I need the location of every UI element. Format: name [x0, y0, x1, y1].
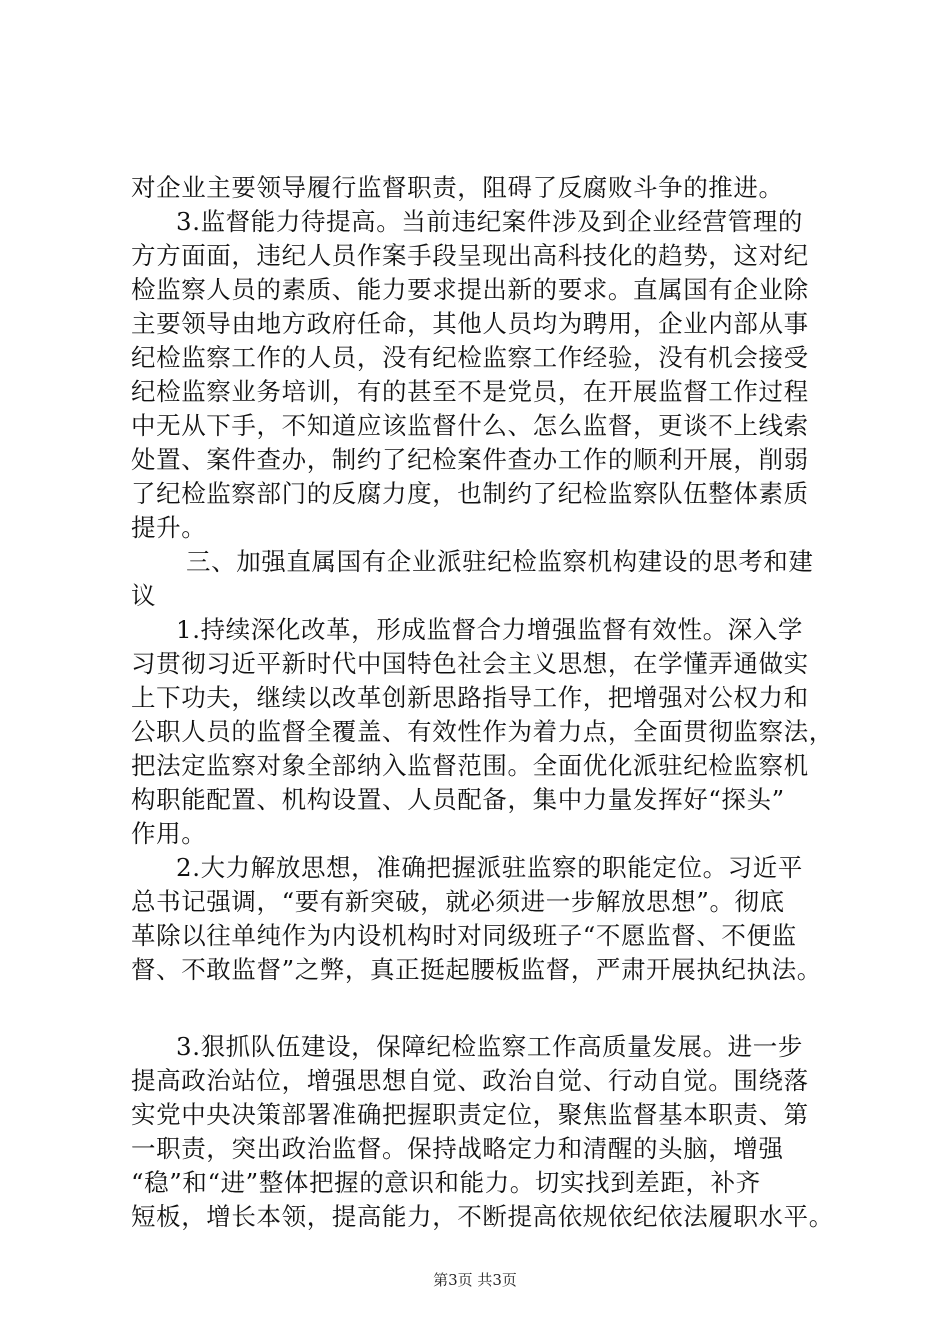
- section-heading-continued: 议: [131, 581, 157, 610]
- text-line: 处置、案件查办，制约了纪检案件查办工作的顺利开展，削弱: [131, 445, 809, 474]
- text-line: 实党中央决策部署准确把握职责定位，聚焦监督基本职责、第: [131, 1100, 809, 1129]
- text-line: 督、不敢监督”之弊，真正挺起腰板监督，严肃开展执纪执法。: [131, 955, 822, 984]
- text-line: 上下功夫，继续以改革创新思路指导工作，把增强对公权力和: [131, 683, 809, 712]
- text-line: 纪检监察业务培训，有的甚至不是党员，在开展监督工作过程: [131, 377, 809, 406]
- text-line: 3.监督能力待提高。当前违纪案件涉及到企业经营管理的: [176, 207, 803, 236]
- page-number-footer: 第3页 共3页: [433, 1271, 517, 1289]
- section-heading: 三、加强直属国有企业派驻纪检监察机构建设的思考和建: [186, 547, 814, 576]
- text-line: 了纪检监察部门的反腐力度，也制约了纪检监察队伍整体素质: [131, 479, 809, 508]
- text-line: 3.狠抓队伍建设，保障纪检监察工作高质量发展。进一步: [176, 1032, 803, 1061]
- text-line: 对企业主要领导履行监督职责，阻碍了反腐败斗争的推进。: [131, 173, 784, 202]
- text-line: 1.持续深化改革，形成监督合力增强监督有效性。深入学: [176, 615, 803, 644]
- text-line: 革除以往单纯作为内设机构时对同级班子“不愿监督、不便监: [131, 921, 797, 950]
- text-line: 提升。: [131, 513, 207, 542]
- text-line: 提高政治站位，增强思想自觉、政治自觉、行动自觉。围绕落: [131, 1066, 809, 1095]
- text-line: 主要领导由地方政府任命，其他人员均为聘用，企业内部从事: [131, 309, 809, 338]
- text-line: 把法定监察对象全部纳入监督范围。全面优化派驻纪检监察机: [131, 751, 809, 780]
- text-line: 习贯彻习近平新时代中国特色社会主义思想，在学懂弄通做实: [131, 649, 809, 678]
- text-line: 构职能配置、机构设置、人员配备，集中力量发挥好“探头”: [131, 785, 785, 814]
- text-line: 公职人员的监督全覆盖、有效性作为着力点，全面贯彻监察法，: [131, 717, 834, 746]
- text-line: 中无从下手，不知道应该监督什么、怎么监督，更谈不上线索: [131, 411, 809, 440]
- text-line: 检监察人员的素质、能力要求提出新的要求。直属国有企业除: [131, 275, 809, 304]
- text-line: 总书记强调，“要有新突破，就必须进一步解放思想”。彻底: [131, 887, 785, 916]
- text-line: 短板，增长本领，提高能力，不断提高依规依纪依法履职水平。: [131, 1202, 834, 1231]
- text-line: 2.大力解放思想，准确把握派驻监察的职能定位。习近平: [176, 853, 803, 882]
- text-line: 作用。: [131, 819, 207, 848]
- text-line: 纪检监察工作的人员，没有纪检监察工作经验，没有机会接受: [131, 343, 809, 372]
- text-line: 一职责，突出政治监督。保持战略定力和清醒的头脑，增强: [131, 1134, 784, 1163]
- text-line: “稳”和“进”整体把握的意识和能力。切实找到差距，补齐: [131, 1168, 761, 1197]
- text-line: 方方面面，违纪人员作案手段呈现出高科技化的趋势，这对纪: [131, 241, 809, 270]
